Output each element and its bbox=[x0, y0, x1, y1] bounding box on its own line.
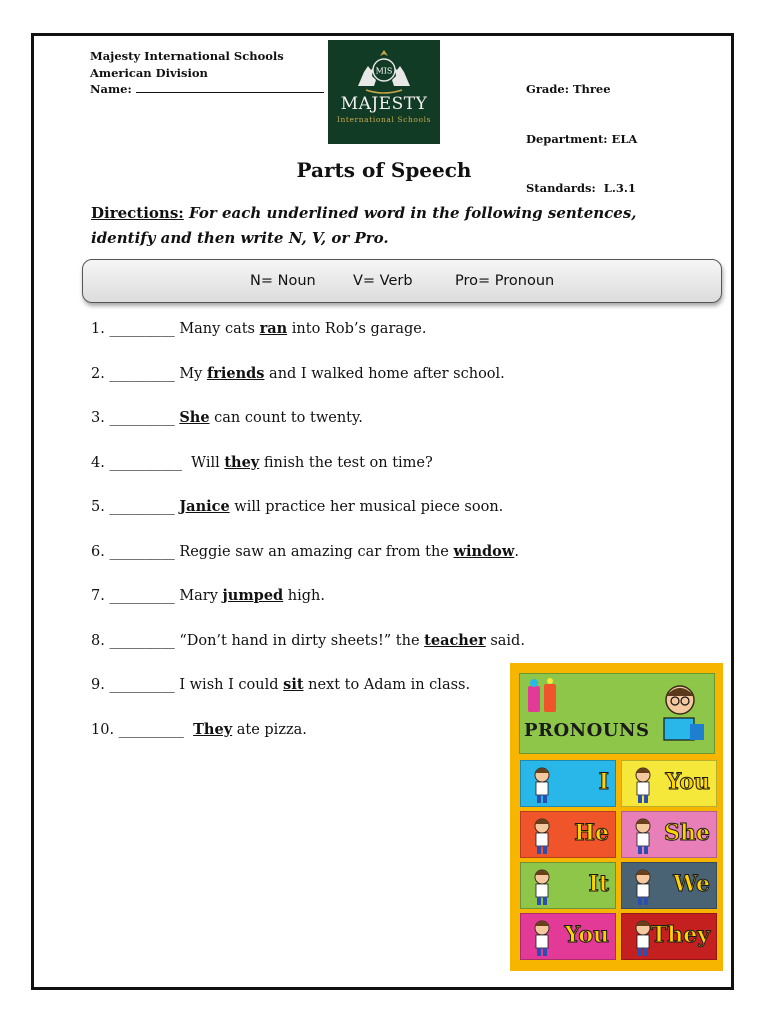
child-figure-icon bbox=[529, 868, 555, 906]
question-text-after: high. bbox=[283, 588, 326, 604]
legend-box bbox=[82, 259, 722, 303]
underlined-word: Janice bbox=[179, 498, 230, 515]
question-text-before: Many cats bbox=[179, 321, 260, 337]
question-item bbox=[91, 587, 325, 604]
question-text-before: Mary bbox=[179, 588, 223, 604]
question-text-before: “Don’t hand in dirty sheets!” the bbox=[179, 632, 425, 649]
question-text-after: next to Adam in class. bbox=[303, 677, 471, 693]
pronoun-tile bbox=[621, 862, 717, 909]
underlined-word: they bbox=[224, 453, 260, 471]
pronoun-tile bbox=[520, 760, 616, 807]
question-number: 7. bbox=[91, 588, 105, 604]
pronoun-word: We bbox=[673, 871, 710, 897]
question-text-before: Will bbox=[186, 454, 225, 471]
reading-boy-icon bbox=[650, 680, 710, 750]
header-right bbox=[526, 48, 637, 213]
underlined-word: friends bbox=[206, 364, 265, 382]
pronoun-word: He bbox=[574, 820, 609, 846]
underlined-word: ran bbox=[259, 320, 288, 337]
pronoun-tile bbox=[621, 913, 717, 960]
pronoun-word: You bbox=[665, 769, 710, 795]
underlined-word: She bbox=[179, 409, 210, 426]
answer-blank[interactable]: _________ bbox=[109, 499, 175, 515]
question-text-after: finish the test on time? bbox=[259, 454, 433, 471]
directions bbox=[91, 201, 691, 251]
pronoun-word: You bbox=[564, 922, 609, 948]
page-title: Parts of Speech bbox=[296, 158, 472, 182]
child-figure-icon bbox=[529, 817, 555, 855]
name-label: Name: bbox=[90, 82, 132, 96]
directions-text: For each underlined word in the following sentences, identify and then write N, V, or Pro. bbox=[91, 204, 637, 247]
school-name: Majesty International Schools bbox=[90, 49, 284, 63]
question-text-after: will practice her musical piece soon. bbox=[229, 499, 504, 515]
question-item bbox=[91, 632, 525, 649]
question-text-after: and I walked home after school. bbox=[264, 365, 505, 382]
question-item bbox=[91, 454, 433, 471]
question-item bbox=[91, 320, 427, 337]
question-text-after: said. bbox=[485, 632, 525, 649]
pronoun-tile bbox=[520, 913, 616, 960]
school-logo bbox=[328, 40, 440, 144]
child-figure-icon bbox=[529, 766, 555, 804]
question-text-after: into Rob’s garage. bbox=[287, 321, 427, 337]
question-number: 10. bbox=[91, 721, 115, 738]
standards-label: Standards: L.3.1 bbox=[526, 181, 636, 195]
question-number: 6. bbox=[91, 543, 105, 560]
question-number: 5. bbox=[91, 499, 105, 515]
poster-title: PRONOUNS bbox=[524, 720, 650, 741]
question-item bbox=[91, 721, 307, 738]
question-text-after: . bbox=[514, 543, 519, 560]
pronoun-word: It bbox=[588, 871, 609, 897]
answer-blank[interactable]: _________ bbox=[118, 721, 184, 738]
name-field[interactable] bbox=[136, 81, 324, 93]
legend-pronoun: Pro= Pronoun bbox=[455, 273, 555, 289]
pronoun-tile bbox=[520, 862, 616, 909]
underlined-word: window bbox=[453, 542, 515, 560]
pronoun-tile bbox=[520, 811, 616, 858]
underlined-word: They bbox=[193, 720, 233, 738]
department-label: Department: ELA bbox=[526, 131, 638, 146]
question-text-before: I wish I could bbox=[179, 677, 284, 693]
question-text-before: My bbox=[179, 365, 207, 382]
answer-blank[interactable]: __________ bbox=[109, 454, 182, 471]
answer-blank[interactable]: _________ bbox=[109, 632, 175, 649]
division-name: American Division bbox=[90, 65, 208, 80]
question-number: 8. bbox=[91, 632, 105, 649]
child-figure-icon bbox=[630, 817, 656, 855]
child-figure-icon bbox=[630, 868, 656, 906]
directions-label: Directions: bbox=[91, 204, 184, 222]
pronoun-word: They bbox=[650, 922, 710, 948]
underlined-word: teacher bbox=[424, 631, 486, 649]
question-number: 9. bbox=[91, 677, 105, 693]
question-number: 1. bbox=[91, 321, 105, 337]
child-figure-icon bbox=[630, 766, 656, 804]
child-figure-icon bbox=[529, 919, 555, 957]
question-text-after: can count to twenty. bbox=[209, 410, 363, 426]
logo-subtitle: International Schools bbox=[336, 115, 432, 124]
legend-noun: N= Noun bbox=[250, 273, 316, 289]
underlined-word: jumped bbox=[222, 587, 284, 604]
pronouns-poster bbox=[510, 663, 723, 971]
pronoun-word: She bbox=[664, 820, 710, 846]
pronoun-tile bbox=[621, 760, 717, 807]
books-icon bbox=[524, 678, 584, 718]
pronoun-word: I bbox=[598, 769, 609, 795]
answer-blank[interactable]: _________ bbox=[109, 543, 175, 560]
answer-blank[interactable]: _________ bbox=[109, 588, 175, 604]
question-number: 2. bbox=[91, 365, 105, 382]
pronoun-tile bbox=[621, 811, 717, 858]
poster-header bbox=[519, 673, 715, 754]
question-text-after: ate pizza. bbox=[232, 721, 307, 738]
question-item bbox=[91, 409, 363, 426]
underlined-word: sit bbox=[283, 676, 304, 693]
answer-blank[interactable]: _________ bbox=[109, 410, 175, 426]
header-left bbox=[90, 48, 324, 98]
question-number: 3. bbox=[91, 410, 105, 426]
answer-blank[interactable]: _________ bbox=[109, 365, 175, 382]
answer-blank[interactable]: _________ bbox=[109, 321, 175, 337]
logo-name: MAJESTY bbox=[340, 94, 428, 114]
question-number: 4. bbox=[91, 454, 105, 471]
question-item bbox=[91, 676, 470, 693]
logo-monogram: MIS bbox=[375, 66, 393, 76]
legend-verb: V= Verb bbox=[353, 273, 413, 289]
crest-icon bbox=[344, 46, 424, 94]
question-item bbox=[91, 498, 503, 515]
question-item bbox=[91, 543, 519, 560]
answer-blank[interactable]: _________ bbox=[109, 677, 175, 693]
grade-label: Grade: Three bbox=[526, 82, 611, 96]
question-item bbox=[91, 365, 505, 382]
name-row bbox=[90, 81, 324, 98]
question-text-before: Reggie saw an amazing car from the bbox=[179, 543, 454, 560]
